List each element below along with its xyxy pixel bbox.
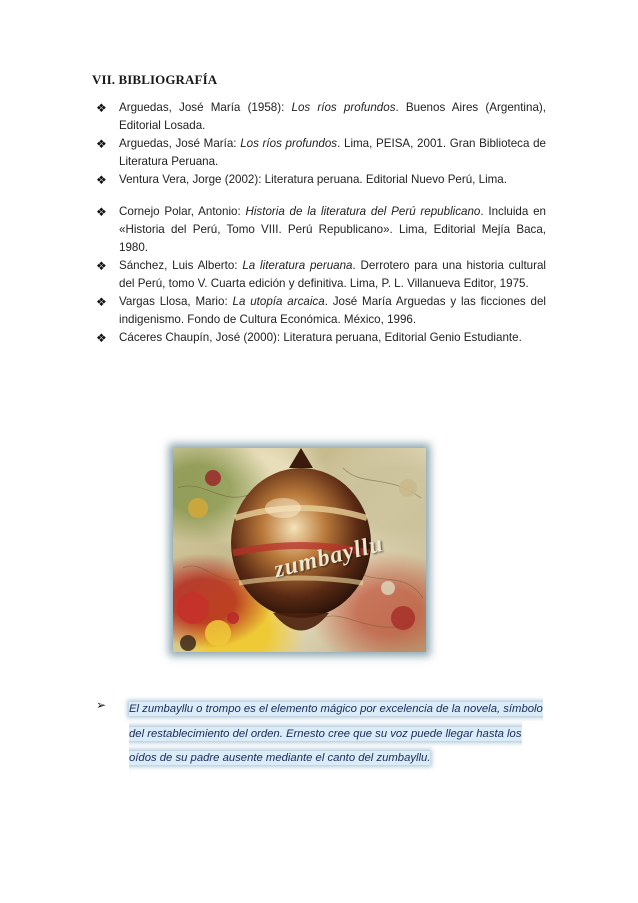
entry-text: Cáceres Chaupín, José (2000): Literatura peruana, Editorial Genio Estudiante. bbox=[119, 331, 522, 344]
entry-details: . Buenos Aires (Argentina), Editorial Losada. bbox=[119, 101, 546, 132]
diamond-bullet-icon: ❖ bbox=[96, 295, 107, 309]
diamond-bullet-icon: ❖ bbox=[96, 101, 107, 115]
diamond-bullet-icon: ❖ bbox=[96, 137, 107, 151]
bibliography-entry bbox=[96, 293, 546, 329]
entry-title: Los ríos profundos bbox=[240, 137, 338, 150]
entry-details: . Incluida en «Historia del Perú, Tomo VIII. Perú Republicano». Lima, Editorial Mejía Baca, 1980. bbox=[119, 205, 546, 254]
zumbayllu-image bbox=[173, 448, 426, 652]
diamond-bullet-icon: ❖ bbox=[96, 331, 107, 345]
entry-title: Historia de la literatura del Perú republicano bbox=[245, 205, 481, 218]
entry-title: La literatura peruana bbox=[242, 259, 353, 272]
bibliography-entry bbox=[96, 329, 546, 347]
diamond-bullet-icon: ❖ bbox=[96, 259, 107, 273]
section-heading: VII. BIBLIOGRAFÍA bbox=[92, 72, 218, 87]
entry-details: . José María Arguedas y las ficciones del indigenismo. Fondo de Cultura Económica. México, 1996. bbox=[119, 295, 547, 326]
entry-details: . Lima, PEISA, 2001. Gran Biblioteca de Literatura Peruana. bbox=[119, 137, 546, 168]
bibliography-entry bbox=[96, 99, 546, 135]
caption-list bbox=[96, 697, 546, 771]
bibliography-list bbox=[96, 99, 546, 347]
arrow-bullet-icon: ➢ bbox=[96, 698, 107, 712]
entry-title: La utopía arcaica bbox=[232, 295, 325, 308]
bibliography-entry bbox=[96, 135, 546, 171]
entry-author: Arguedas, José María: bbox=[119, 137, 241, 150]
entry-title: Los ríos profundos bbox=[291, 101, 396, 114]
caption-item bbox=[96, 697, 546, 771]
diamond-bullet-icon: ❖ bbox=[96, 173, 107, 187]
bibliography-entry bbox=[96, 257, 546, 293]
entry-author: Vargas Llosa, Mario: bbox=[119, 295, 233, 308]
entry-details: . Derrotero para una historia cultural del Perú, tomo V. Cuarta edición y definitiva. Lima, P. L. Villanueva Editor, 1975. bbox=[119, 259, 546, 290]
entry-author: Cornejo Polar, Antonio: bbox=[119, 205, 246, 218]
caption-text: El zumbayllu o trompo es el elemento mágico por excelencia de la novela, símbolo del restablecimiento del orden. Ernesto cree que su voz puede llegar hasta los oídos de su padre ausente mediante el canto del zumbayllu. bbox=[129, 703, 543, 764]
zumbayllu-label: zumbayllu bbox=[271, 530, 387, 584]
diamond-bullet-icon: ❖ bbox=[96, 205, 107, 219]
entry-author: Arguedas, José María (1958): bbox=[119, 101, 292, 114]
bibliography-entry bbox=[96, 203, 546, 257]
entry-text: Ventura Vera, Jorge (2002): Literatura peruana. Editorial Nuevo Perú, Lima. bbox=[119, 173, 507, 186]
bibliography-entry bbox=[96, 171, 546, 189]
entry-author: Sánchez, Luis Alberto: bbox=[119, 259, 243, 272]
